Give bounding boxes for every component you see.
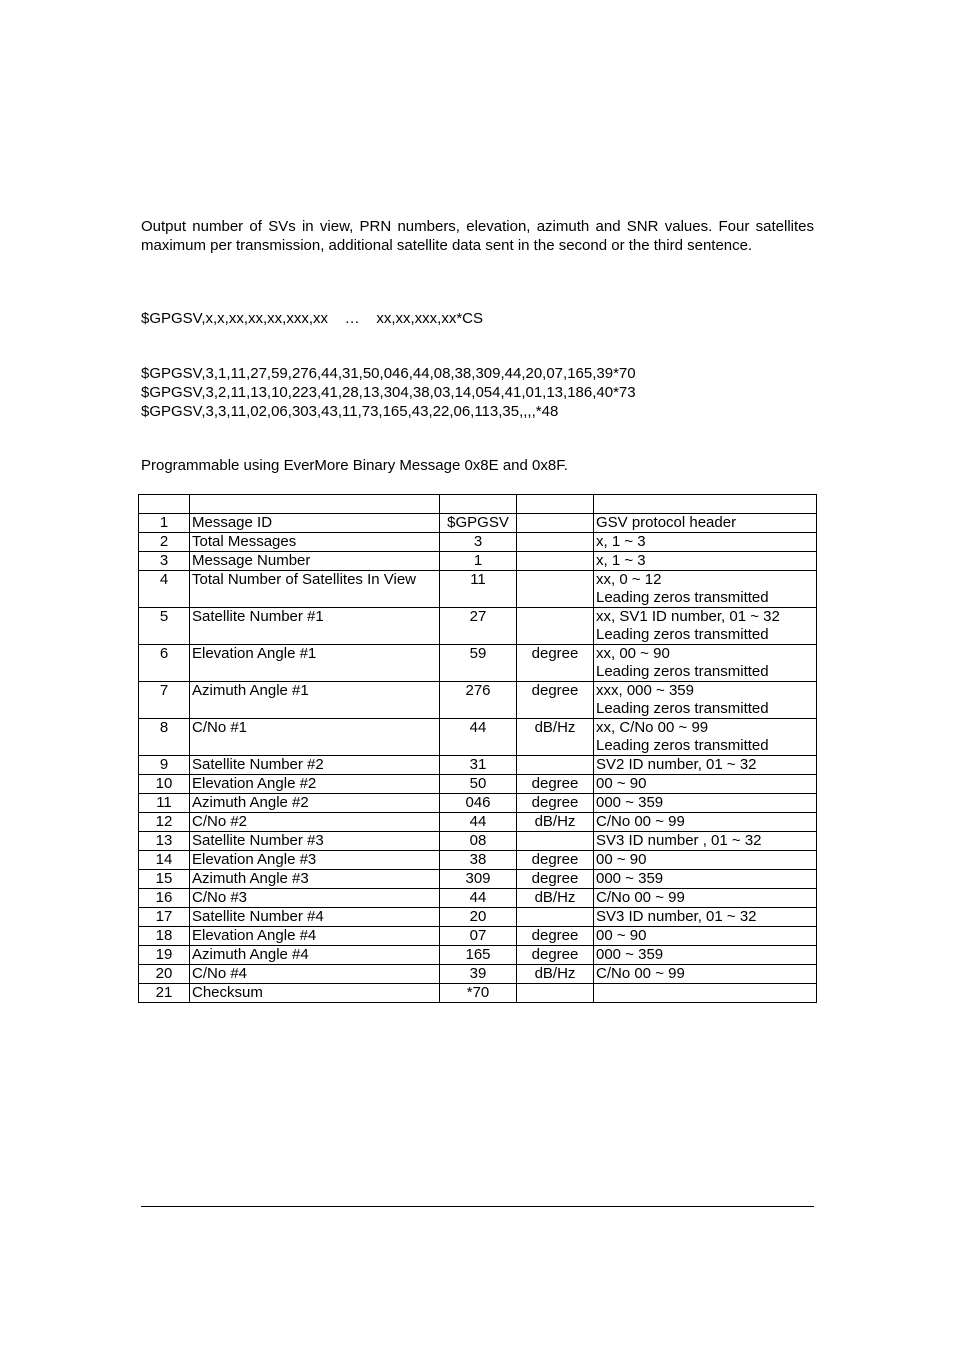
row-number-cell: 2 — [139, 533, 190, 552]
example-value-cell: 046 — [440, 794, 517, 813]
example-value-cell: 08 — [440, 832, 517, 851]
table-row — [139, 645, 817, 682]
row-number-cell: 18 — [139, 927, 190, 946]
example-value-cell: *70 — [440, 984, 517, 1003]
description-line: 00 ~ 90 — [596, 775, 647, 792]
unit-cell: degree — [517, 682, 594, 719]
field-name-cell: Satellite Number #2 — [190, 756, 440, 775]
table-row — [139, 889, 817, 908]
table-row — [139, 533, 817, 552]
field-name-cell: C/No #4 — [190, 965, 440, 984]
table-row — [139, 719, 817, 756]
row-number-cell: 8 — [139, 719, 190, 756]
row-number-cell: 15 — [139, 870, 190, 889]
field-name-cell: Elevation Angle #1 — [190, 645, 440, 682]
table-row — [139, 965, 817, 984]
field-name-cell: Satellite Number #3 — [190, 832, 440, 851]
table-row — [139, 775, 817, 794]
example-value-cell: 11 — [440, 571, 517, 608]
row-number-cell: 1 — [139, 514, 190, 533]
example-value-cell: 27 — [440, 608, 517, 645]
header-cell — [594, 495, 817, 514]
field-name-cell: Elevation Angle #4 — [190, 927, 440, 946]
row-number-cell: 14 — [139, 851, 190, 870]
field-name-cell: Message ID — [190, 514, 440, 533]
example-sentence-1: $GPGSV,3,1,11,27,59,276,44,31,50,046,44,08,38,309,44,20,07,165,39*70 — [141, 365, 636, 382]
unit-cell: degree — [517, 851, 594, 870]
row-number-cell: 20 — [139, 965, 190, 984]
description-line: 00 ~ 90 — [596, 927, 647, 944]
example-value-cell: 38 — [440, 851, 517, 870]
description-line: x, 1 ~ 3 — [596, 533, 646, 550]
table-row — [139, 984, 817, 1003]
field-name-cell: Total Number of Satellites In View — [190, 571, 440, 608]
example-sentence-2: $GPGSV,3,2,11,13,10,223,41,28,13,304,38,03,14,054,41,01,13,186,40*73 — [141, 384, 636, 401]
description-line: xxx, 000 ~ 359 — [596, 682, 694, 699]
field-name-cell: Satellite Number #4 — [190, 908, 440, 927]
row-number-cell: 7 — [139, 682, 190, 719]
table-row — [139, 552, 817, 571]
description-cell — [594, 608, 817, 645]
description-line: 000 ~ 359 — [596, 794, 664, 811]
table-row — [139, 851, 817, 870]
field-name-cell: Azimuth Angle #3 — [190, 870, 440, 889]
field-name-cell: Azimuth Angle #2 — [190, 794, 440, 813]
example-value-cell: 165 — [440, 946, 517, 965]
programmable-note: Programmable using EverMore Binary Message 0x8E and 0x8F. — [141, 457, 568, 474]
example-value-cell: 31 — [440, 756, 517, 775]
unit-cell: dB/Hz — [517, 719, 594, 756]
description-cell — [594, 889, 817, 908]
description-cell — [594, 571, 817, 608]
row-number-cell: 21 — [139, 984, 190, 1003]
description-line: xx, SV1 ID number, 01 ~ 32 — [596, 608, 780, 625]
unit-cell: degree — [517, 794, 594, 813]
description-line: 000 ~ 359 — [596, 946, 664, 963]
description-line: xx, 0 ~ 12 — [596, 571, 662, 588]
description-cell — [594, 794, 817, 813]
row-number-cell: 10 — [139, 775, 190, 794]
table-row — [139, 571, 817, 608]
description-line: GSV protocol header — [596, 514, 737, 531]
description-line: SV3 ID number, 01 ~ 32 — [596, 908, 757, 925]
table-row — [139, 908, 817, 927]
unit-cell — [517, 984, 594, 1003]
row-number-cell: 3 — [139, 552, 190, 571]
unit-cell: dB/Hz — [517, 889, 594, 908]
header-cell — [440, 495, 517, 514]
example-value-cell: 59 — [440, 645, 517, 682]
description-note: Leading zeros transmitted — [596, 663, 769, 680]
unit-cell: dB/Hz — [517, 813, 594, 832]
description-line: 00 ~ 90 — [596, 851, 647, 868]
row-number-cell: 17 — [139, 908, 190, 927]
example-value-cell: 309 — [440, 870, 517, 889]
description-cell — [594, 908, 817, 927]
row-number-cell: 6 — [139, 645, 190, 682]
table-header-row — [139, 495, 817, 514]
example-value-cell: 276 — [440, 682, 517, 719]
example-sentence-3: $GPGSV,3,3,11,02,06,303,43,11,73,165,43,22,06,113,35,,,,*48 — [141, 403, 559, 420]
description-cell — [594, 984, 817, 1003]
unit-cell — [517, 552, 594, 571]
unit-cell: degree — [517, 645, 594, 682]
field-name-cell: Azimuth Angle #1 — [190, 682, 440, 719]
gsv-field-table — [138, 494, 817, 1003]
row-number-cell: 16 — [139, 889, 190, 908]
description-cell — [594, 965, 817, 984]
example-value-cell: 44 — [440, 813, 517, 832]
unit-cell — [517, 608, 594, 645]
example-value-cell: 3 — [440, 533, 517, 552]
description-line: 000 ~ 359 — [596, 870, 664, 887]
description-line: C/No 00 ~ 99 — [596, 965, 685, 982]
table-row — [139, 927, 817, 946]
unit-cell — [517, 571, 594, 608]
example-value-cell: 1 — [440, 552, 517, 571]
row-number-cell: 11 — [139, 794, 190, 813]
unit-cell: dB/Hz — [517, 965, 594, 984]
description-note: Leading zeros transmitted — [596, 589, 769, 606]
description-cell — [594, 870, 817, 889]
table-row — [139, 608, 817, 645]
description-cell — [594, 927, 817, 946]
field-name-cell: C/No #2 — [190, 813, 440, 832]
description-line: x, 1 ~ 3 — [596, 552, 646, 569]
table-row — [139, 870, 817, 889]
field-name-cell: Message Number — [190, 552, 440, 571]
unit-cell: degree — [517, 775, 594, 794]
unit-cell — [517, 756, 594, 775]
table-row — [139, 813, 817, 832]
table-row — [139, 514, 817, 533]
description-cell — [594, 775, 817, 794]
description-line: SV3 ID number , 01 ~ 32 — [596, 832, 762, 849]
description-cell — [594, 851, 817, 870]
footer-rule — [141, 1206, 814, 1207]
table-row — [139, 946, 817, 965]
field-name-cell: Checksum — [190, 984, 440, 1003]
field-name-cell: Total Messages — [190, 533, 440, 552]
description-cell — [594, 813, 817, 832]
unit-cell — [517, 832, 594, 851]
table-row — [139, 832, 817, 851]
field-name-cell: Satellite Number #1 — [190, 608, 440, 645]
example-value-cell: 39 — [440, 965, 517, 984]
row-number-cell: 13 — [139, 832, 190, 851]
description-line: SV2 ID number, 01 ~ 32 — [596, 756, 757, 773]
description-line: C/No 00 ~ 99 — [596, 813, 685, 830]
unit-cell — [517, 908, 594, 927]
unit-cell — [517, 533, 594, 552]
example-value-cell: 44 — [440, 889, 517, 908]
description-paragraph: Output number of SVs in view, PRN numbers, elevation, azimuth and SNR values. Four satellites maximum per transmission, additional satellite data sent in the second or the third sentence. — [141, 218, 814, 254]
description-cell — [594, 832, 817, 851]
description-note: Leading zeros transmitted — [596, 700, 769, 717]
row-number-cell: 5 — [139, 608, 190, 645]
description-cell — [594, 756, 817, 775]
table-row — [139, 756, 817, 775]
row-number-cell: 19 — [139, 946, 190, 965]
header-cell — [139, 495, 190, 514]
field-name-cell: Elevation Angle #3 — [190, 851, 440, 870]
description-cell — [594, 552, 817, 571]
description-cell — [594, 946, 817, 965]
field-name-cell: C/No #3 — [190, 889, 440, 908]
row-number-cell: 4 — [139, 571, 190, 608]
unit-cell: degree — [517, 927, 594, 946]
description-cell — [594, 682, 817, 719]
example-value-cell: 50 — [440, 775, 517, 794]
description-note: Leading zeros transmitted — [596, 737, 769, 754]
format-string: $GPGSV,x,x,xx,xx,xx,xxx,xx … xx,xx,xxx,xx*CS — [141, 310, 484, 327]
table-row — [139, 794, 817, 813]
description-cell — [594, 645, 817, 682]
header-cell — [190, 495, 440, 514]
row-number-cell: 12 — [139, 813, 190, 832]
description-cell — [594, 514, 817, 533]
description-cell — [594, 719, 817, 756]
unit-cell — [517, 514, 594, 533]
description-line: xx, C/No 00 ~ 99 — [596, 719, 709, 736]
example-value-cell: 20 — [440, 908, 517, 927]
description-note: Leading zeros transmitted — [596, 626, 769, 643]
table-row — [139, 682, 817, 719]
unit-cell: degree — [517, 870, 594, 889]
description-line: xx, 00 ~ 90 — [596, 645, 670, 662]
unit-cell: degree — [517, 946, 594, 965]
field-name-cell: Elevation Angle #2 — [190, 775, 440, 794]
example-value-cell: $GPGSV — [440, 514, 517, 533]
example-value-cell: 07 — [440, 927, 517, 946]
row-number-cell: 9 — [139, 756, 190, 775]
field-name-cell: Azimuth Angle #4 — [190, 946, 440, 965]
description-line: C/No 00 ~ 99 — [596, 889, 685, 906]
description-cell — [594, 533, 817, 552]
example-value-cell: 44 — [440, 719, 517, 756]
field-name-cell: C/No #1 — [190, 719, 440, 756]
header-cell — [517, 495, 594, 514]
